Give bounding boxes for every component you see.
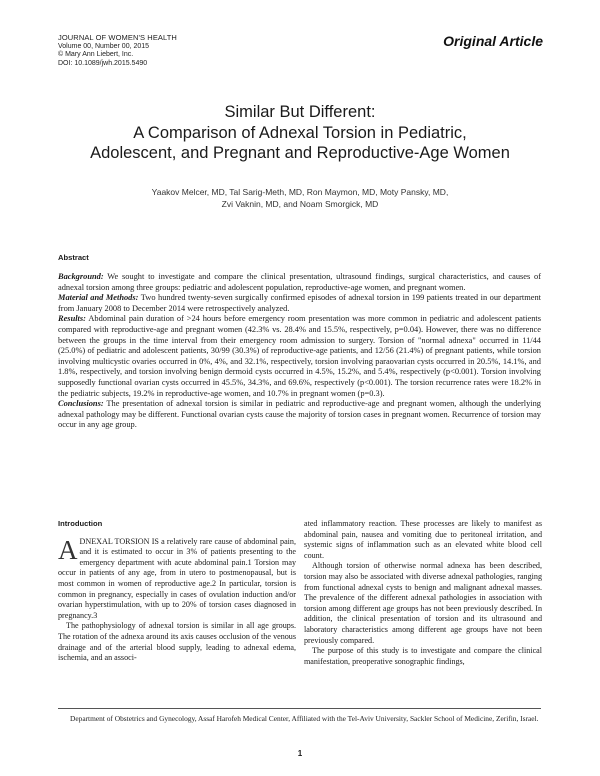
intro-paragraph-5: The purpose of this study is to investigate and compare the clinical manifestation, preoperative sonographic findings, bbox=[304, 646, 542, 666]
title-line-3: Adolescent, and Pregnant and Reproductive-Age Women bbox=[90, 144, 510, 162]
conclusions-label: Conclusions: bbox=[58, 399, 104, 409]
abstract-methods bbox=[58, 293, 541, 314]
journal-doi[interactable]: DOI: 10.1089/jwh.2015.5490 bbox=[58, 59, 148, 67]
journal-info bbox=[58, 34, 177, 68]
results-text: Abdominal pain duration of >24 hours before emergency room presentation was more common in pediatric and adolescent patients compared with reproductive-age and pregnant women (42.3% vs. 28.4% and 15.5%, respectively, p=0.04). However, there was no difference between the groups in the time interval from their emergency room admission to surgery. Torsion of "normal adnexa" occurred in 11/44 (25.0%) of pediatric and adolescent patients, 30/99 (30.3%) of reproductive-age patients, and 12/56 (21.4%) of pregnant patients, while torsion involving multicystic ovaries occurred in 0%, 4%, and 32.1%, respectively, torsion involving paraovarian cysts occurred in 20.5%, 14.1%, and 1.8%, respectively, and torsion involving benign dermoid cysts occurred in 4.5%, 15.2%, and 5.4%, respectively (p<0.001). Torsion involving supposedly functional ovarian cysts occurred in 45.5%, 34.3%, and 69.6%, respectively (p<0.001). The torsion recurrence rates were 18.2% in the pediatric subjects, 19.2% in reproductive-age women, and 10.7% in pregnant women (p=0.3). bbox=[58, 314, 541, 398]
abstract-background bbox=[58, 272, 541, 293]
intro-paragraph-3: ated inflammatory reaction. These processes are likely to manifest as abdominal pain, nausea and vomiting due to peritoneal irritation, and systemic signs of inflammation such as an elevated white blood cell count. bbox=[304, 519, 542, 560]
abstract-conclusions bbox=[58, 399, 541, 431]
journal-volume: Volume 00, Number 00, 2015 bbox=[58, 42, 150, 50]
journal-name: JOURNAL OF WOMEN'S HEALTH bbox=[58, 33, 177, 42]
methods-label: Material and Methods: bbox=[58, 293, 139, 303]
author-affiliation: Department of Obstetrics and Gynecology, Assaf Harofeh Medical Center, Affiliated with the Tel-Aviv University, Sackler School of Medicine, Zerifin, Israel. bbox=[70, 714, 539, 723]
page-number: 1 bbox=[297, 749, 303, 758]
intro-paragraph-2: The pathophysiology of adnexal torsion is similar in all age groups. The rotation of the adnexa around its axis causes occlusion of the venous drainage and of the arterial blood supply, leading to adnexal edema, ischemia, and an associ- bbox=[58, 621, 296, 663]
journal-copyright: © Mary Ann Liebert, Inc. bbox=[58, 51, 134, 59]
abstract-body bbox=[58, 272, 541, 431]
author-list bbox=[0, 186, 600, 210]
authors-line-1: Yaakov Melcer, MD, Tal Sarig-Meth, MD, Ron Maymon, MD, Moty Pansky, MD, bbox=[151, 187, 449, 197]
article-type-label: Original Article bbox=[443, 33, 543, 49]
abstract-results bbox=[58, 314, 541, 399]
intro-paragraph-1 bbox=[58, 534, 296, 622]
footnote-divider bbox=[58, 708, 541, 709]
intro-paragraph-4: Although torsion of otherwise normal adnexa has been described, torsion may also be associated with diverse adnexal pathologies, ranging from functional adnexal cysts to benign and malignant adnexal masses. The prevalence of the different adnexal pathologies in association with torsion among different age groups has not been previously described. In addition, the clinical presentation of torsion and its ultrasound and laboratory characteristics among different age groups have not been previously compared. bbox=[304, 561, 542, 645]
body-column-right bbox=[304, 519, 542, 667]
drop-cap: A bbox=[58, 534, 78, 565]
body-column-left bbox=[58, 519, 296, 664]
background-label: Background: bbox=[58, 272, 104, 281]
background-text: We sought to investigate and compare the clinical presentation, ultrasound findings, surgical characteristics, and causes of adnexal torsion among three groups: pediatric and adolescent population, reproductive-age women, and pregnant women. bbox=[58, 272, 541, 292]
methods-text: Two hundred twenty-seven surgically confirmed episodes of adnexal torsion in 199 patients treated in our department from January 2008 to December 2014 were retrospectively analyzed. bbox=[58, 293, 541, 313]
abstract-heading: Abstract bbox=[58, 253, 89, 262]
conclusions-text: The presentation of adnexal torsion is similar in pediatric and reproductive-age and pregnant women, although the underlying adnexal pathology may be different. Functional ovarian cysts cause the majority of torsion cases in pregnant women. Recurrence of torsion may occur in any age group. bbox=[58, 399, 541, 430]
title-line-2: A Comparison of Adnexal Torsion in Pediatric, bbox=[133, 123, 467, 142]
results-label: Results: bbox=[58, 314, 86, 324]
paper-title bbox=[0, 102, 600, 164]
title-line-1: Similar But Different: bbox=[224, 103, 376, 121]
authors-line-2: Zvi Vaknin, MD, and Noam Smorgick, MD bbox=[221, 199, 379, 209]
intro-paragraph-1-text: DNEXAL TORSION IS a relatively rare cause of abdominal pain, and it is estimated to occur in 3% of patients presenting to the emergency department with acute abdominal pain.1 Torsion may occur in patients of any age, from in utero to postmenopausal, but is most common in women of reproductive age.2 In particular, torsion is common in pregnancy, especially in cases of ovulation induction and/or ovarian hyperstimulation, with up to 20% of torsion cases diagnosed in pregnancy.3 bbox=[58, 536, 296, 620]
introduction-heading: Introduction bbox=[58, 519, 103, 528]
